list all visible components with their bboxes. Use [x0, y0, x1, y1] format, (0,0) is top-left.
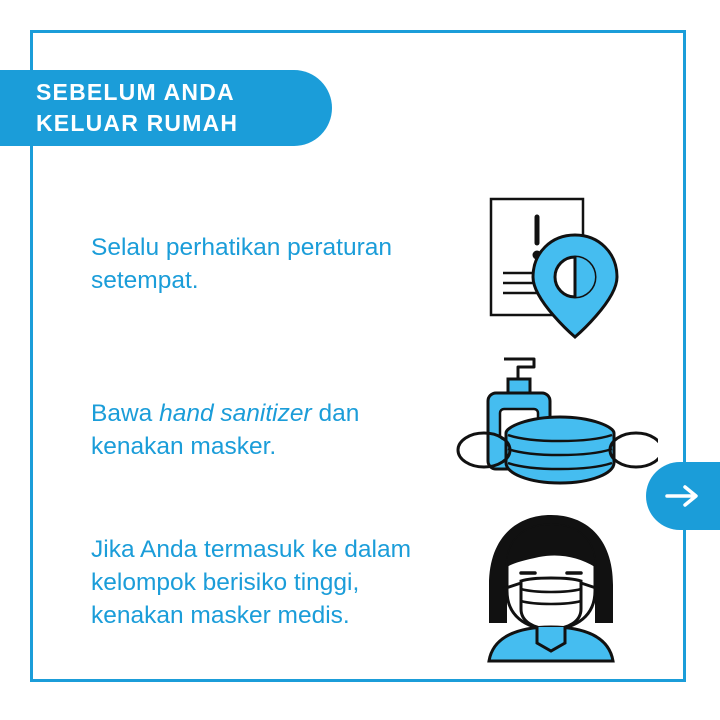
- list-item-text-after: dan kenakan masker.: [91, 400, 360, 460]
- page-title-line-1: SEBELUM ANDA: [36, 79, 235, 105]
- list-item-text-italic: hand sanitizer: [159, 400, 312, 427]
- list-item-text-before: Jika Anda termasuk ke dalam kelompok berisiko tinggi, kenakan masker medis.: [91, 536, 412, 629]
- page-title-line-2: KELUAR RUMAH: [36, 110, 239, 136]
- list-item-text-before: Selalu perhatikan peraturan setempat.: [91, 234, 393, 294]
- hand-sanitizer-and-mask-icon: [448, 351, 658, 496]
- list-item-text: [91, 231, 421, 297]
- list-item: [91, 533, 431, 632]
- next-button[interactable]: [646, 462, 720, 530]
- list-item-text: [91, 397, 421, 463]
- list-item: [91, 231, 431, 297]
- list-item: [91, 397, 431, 463]
- list-item-text-before: Bawa: [91, 400, 160, 427]
- page-title-badge: [0, 70, 332, 146]
- arrow-right-icon: [663, 483, 703, 509]
- person-wearing-medical-mask-icon: [463, 511, 638, 666]
- list-item-text: [91, 533, 421, 632]
- document-warning-location-pin-icon: [463, 191, 643, 351]
